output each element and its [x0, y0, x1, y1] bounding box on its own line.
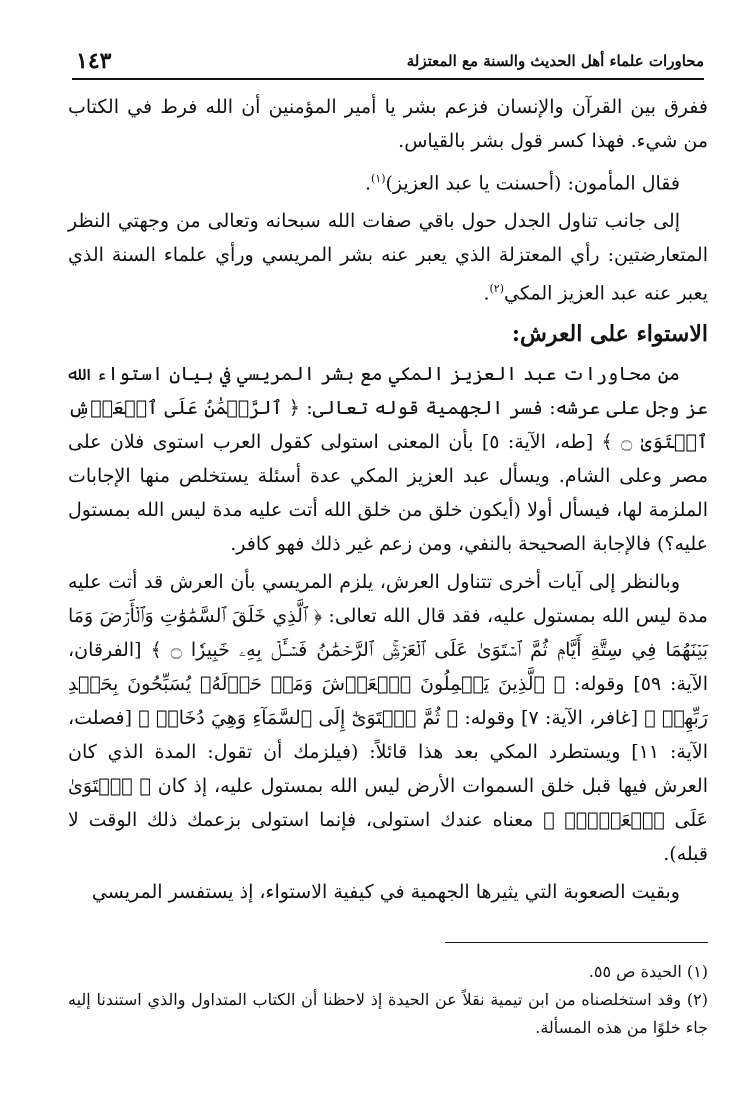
paragraph-2-end: .: [364, 172, 371, 195]
footnotes: [68, 958, 708, 1042]
paragraph-2-text: فقال المأمون: (أحسنت يا عبد العزيز): [385, 172, 680, 195]
paragraph-3: [68, 204, 708, 310]
page-number: ١٤٣: [76, 48, 112, 74]
paragraph-2: [68, 162, 708, 200]
paragraph-3-end: .: [483, 282, 490, 305]
footnote-1: (١) الحيدة ص ٥٥.: [588, 962, 708, 981]
header-title: محاورات علماء أهل الحديث والسنة مع المعتزلة: [406, 52, 704, 70]
footnote-ref-2: (٢): [489, 282, 504, 296]
paragraph-1: ففرق بين القرآن والإنسان فزعم بشر يا أمير المؤمنين أن الله فرط في الكتاب من شيء. فهذا كسر قول بشر بالقياس.: [68, 96, 708, 152]
paragraph-3-text: إلى جانب تناول الجدل حول باقي صفات الله سبحانه وتعالى من وجهتي النظر المتعارضتين: رأي المعتزلة الذي يعبر عنه بشر المريسي ورأي علماء السنة الذي يعبر عنه عبد العزيز المكي: [68, 210, 708, 305]
paragraph-5: وبالنظر إلى آيات أخرى تتناول العرش، يلزم المريسي بأن العرش قد أتت عليه مدة ليس الله بمستول عليه، فقد قال الله تعالى: ﴿ ٱلَّذِي خَلَقَ ٱلسَّمَٰوَٰتِ وَٱلۡأَرۡضَ وَمَا بَيۡنَهُمَا فِي سِتَّةِ أَيَّامٖ ثُمَّ ٱسۡتَوَىٰ عَلَى ٱلۡعَرۡشِۚ ٱلرَّحۡمَٰنُ فَسۡـَٔلۡ بِهِۦ خَبِيرٗا ۝ ﴾ [الفرقان، الآية: ٥٩] وقوله: ﴿ ٱلَّذِينَ يَحۡمِلُونَ ٱلۡعَرۡشَ وَمَنۡ حَوۡلَهُۥ يُسَبِّحُونَ بِحَمۡدِ رَبِّهِمۡ ﴾ [غافر، الآية: ٧] وقوله: ﴿ ثُمَّ ٱسۡتَوَىٰٓ إِلَى ٱلسَّمَآءِ وَهِيَ دُخَانٞ ﴾ [فصلت، الآية: ١١] ويستطرد المكي بعد هذا قائلاً: (فيلزمك أن تقول: المدة الذي كان العرش فيها قبل خلق السموات الأرض ليس الله بمستول عليه، إذ كان ﴿ ٱسۡتَوَىٰ عَلَى ٱلۡعَرۡشِۚ ﴾ معناه عندك استولى، فإنما استولى بزعمك ذلك الوقت لا قبله).: [68, 570, 709, 865]
main-text: [68, 90, 708, 913]
footnote-2: (٢) وقد استخلصناه من ابن تيمية نقلاً عن الحيدة إذ لاحظنا أن الكتاب المتداول والذي استندنا إليه جاء خلوًا من هذه المسألة.: [68, 990, 708, 1037]
running-header: [72, 46, 704, 80]
footnote-separator: [445, 942, 708, 943]
paragraph-4: من محاورات عبد العزيز المكي مع بشر المريسي في بيان استواء الله عز وجل على عرشه: فسر الجهمية قوله تعالى: ﴿ ٱلرَّحۡمَٰنُ عَلَى ٱلۡعَرۡشِ ٱسۡتَوَىٰ ۝ ﴾ [طه، الآية: ٥] بأن المعنى استولى كقول العرب استوى فلان على مصر وعلى الشام. ويسأل عبد العزيز المكي عدة أسئلة يستخلص منها الإجابات الملزمة لها، فيسأل أولا (أيكون خلق من خلق الله أتت عليه مدة ليس الله بمستول عليه؟) فالإجابة الصحيحة بالنفي، ومن زعم غير ذلك فهو كافر.: [68, 362, 708, 555]
paragraph-6: وبقيت الصعوبة التي يثيرها الجهمية في كيفية الاستواء، إذ يستفسر المريسي: [91, 880, 680, 903]
section-heading: الاستواء على العرش:: [511, 320, 708, 347]
footnote-ref-1: (١): [371, 172, 386, 185]
